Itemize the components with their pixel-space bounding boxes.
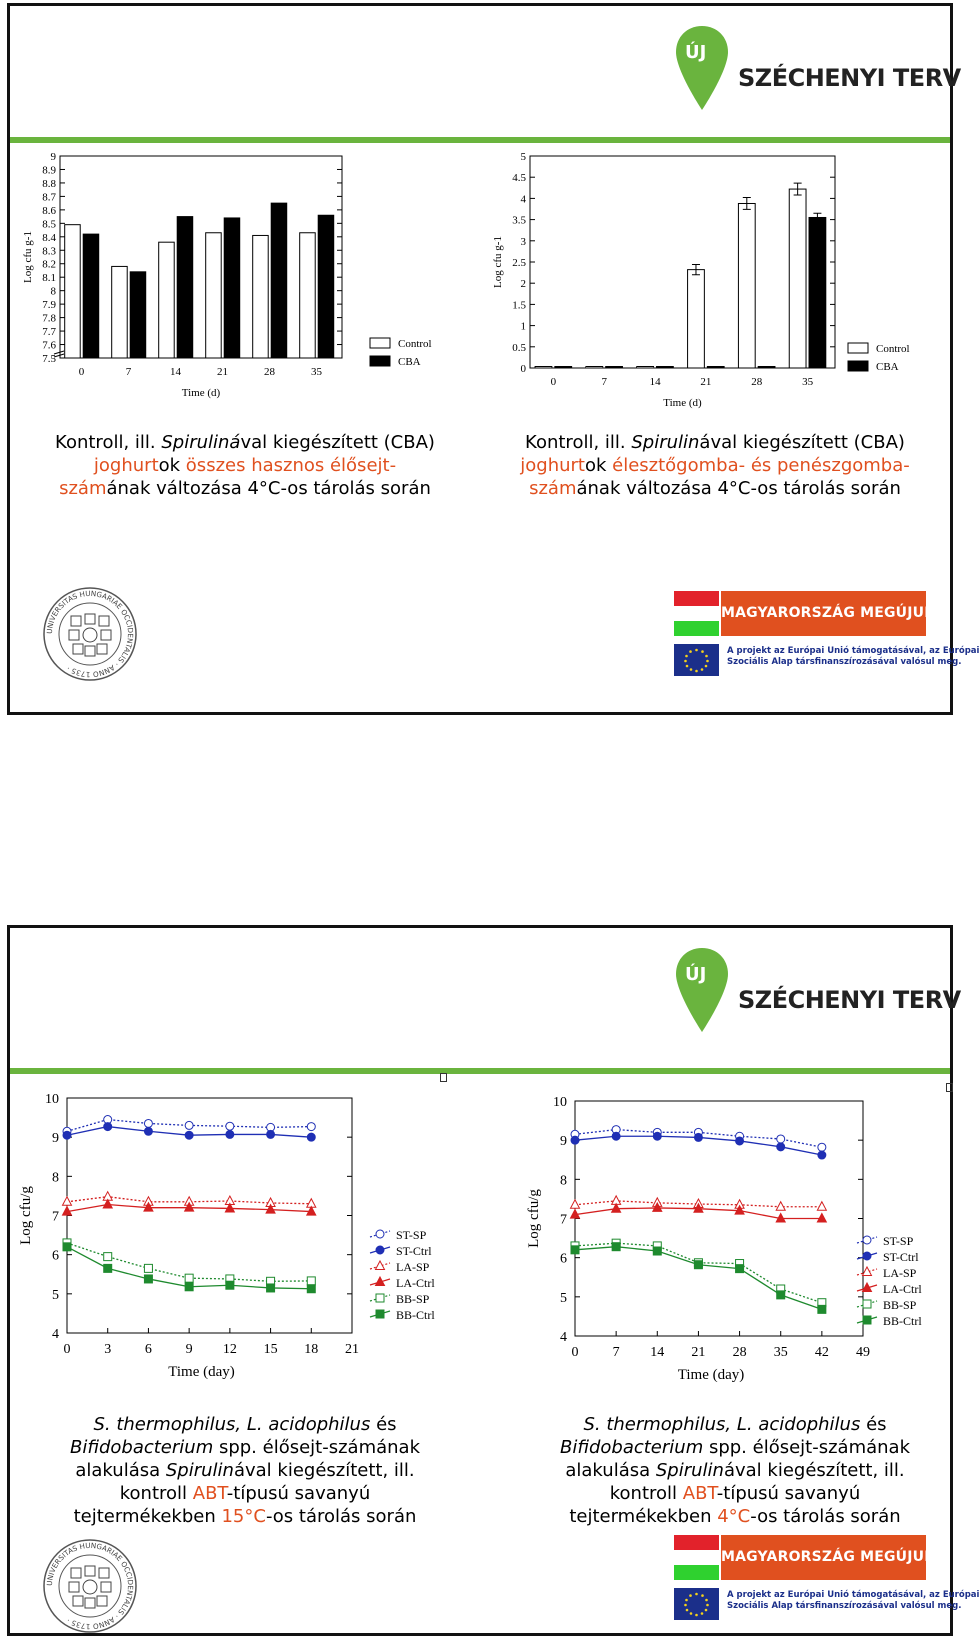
x-tick-label: 9	[185, 1342, 193, 1357]
point-marker	[612, 1243, 620, 1251]
point-marker	[612, 1204, 621, 1213]
point-marker	[736, 1137, 744, 1145]
x-tick-label: 3	[104, 1342, 112, 1357]
legend-label: BB-SP	[396, 1292, 430, 1306]
y-tick-label: 8	[52, 1170, 59, 1186]
eu-flag-icon	[674, 644, 719, 676]
y-tick-label: 7.5	[42, 353, 56, 365]
y-tick-label: 9	[560, 1134, 567, 1150]
y-tick-label: 0	[520, 363, 526, 375]
header-green-rule	[10, 1068, 950, 1074]
x-tick-label: 0	[571, 1345, 579, 1360]
legend-swatch	[370, 338, 390, 348]
point-marker	[863, 1300, 871, 1308]
point-marker	[63, 1131, 71, 1139]
point-marker	[612, 1132, 620, 1140]
point-marker	[376, 1230, 384, 1238]
y-tick-label: 1	[520, 320, 526, 333]
bar-cba	[809, 217, 826, 368]
svg-text:UNIVERSITAS HUNGARIAE OCCIDENT: UNIVERSITAS HUNGARIAE OCCIDENTALIS · ANNO 1735 ·	[44, 588, 136, 680]
y-tick-label: 8.9	[42, 164, 56, 177]
y-tick-label: 6	[560, 1251, 567, 1267]
x-axis-label: Time (d)	[181, 387, 221, 399]
x-tick-label: 12	[222, 1342, 237, 1357]
y-tick-label: 8.8	[42, 177, 56, 190]
y-tick-label: 7.8	[42, 312, 56, 325]
point-marker	[307, 1133, 315, 1141]
y-tick-label: 4	[560, 1330, 567, 1345]
y-tick-label: 8.7	[42, 191, 56, 204]
x-tick-label: 6	[144, 1342, 152, 1357]
legend-label: Control	[398, 338, 432, 350]
y-tick-label: 8.4	[42, 231, 56, 244]
x-tick-label: 35	[773, 1345, 788, 1360]
y-tick-label: 10	[45, 1092, 59, 1107]
point-marker	[307, 1123, 315, 1131]
y-tick-label: 8.3	[42, 245, 56, 258]
x-tick-label: 14	[170, 366, 181, 378]
x-tick-label: 18	[304, 1342, 319, 1357]
legend-label: ST-Ctrl	[396, 1244, 432, 1258]
bar-cba	[83, 234, 99, 358]
university-seal-icon	[42, 586, 138, 682]
point-marker	[777, 1143, 785, 1151]
svg-text:UNIVERSITAS HUNGARIAE OCCIDENT: UNIVERSITAS HUNGARIAE OCCIDENTALIS · ANNO 1735 ·	[44, 1540, 136, 1632]
bar-control	[586, 367, 603, 369]
eu-flag-icon	[674, 1588, 719, 1620]
university-seal-icon	[42, 1538, 138, 1634]
y-tick-label: 4	[520, 193, 526, 206]
caption-yeast-mould-count: Kontroll, ill. Spirulinával kiegészített (CBA) joghurtok élesztőgomba- és penészgomba- számának változása 4°C-os tárolás során	[520, 432, 910, 499]
x-tick-label: 14	[650, 1345, 665, 1360]
point-marker	[307, 1285, 315, 1293]
y-tick-label: 10	[553, 1095, 567, 1110]
magyarorszag-megujul-banner: MAGYARORSZÁG MEGÚJUL	[721, 591, 926, 636]
bar-cba	[758, 367, 775, 369]
y-axis-label: Log cfu g-1	[22, 231, 34, 283]
legend-label: LA-Ctrl	[883, 1282, 922, 1296]
bar-control	[637, 367, 654, 369]
y-tick-label: 7.9	[42, 299, 56, 312]
magyarorszag-megujul-banner: MAGYARORSZÁG MEGÚJUL	[721, 1535, 926, 1580]
header-green-rule	[10, 137, 950, 143]
x-tick-label: 21	[345, 1342, 359, 1357]
chart-abt-15c	[12, 1080, 452, 1380]
y-tick-label: 8.5	[42, 218, 56, 231]
y-tick-label: 7.7	[42, 326, 56, 339]
bar-control	[206, 233, 222, 358]
x-tick-label: 0	[63, 1342, 71, 1357]
x-tick-label: 28	[264, 366, 275, 378]
point-marker	[185, 1121, 193, 1129]
y-tick-label: 0.5	[512, 341, 526, 354]
point-marker	[226, 1122, 234, 1130]
legend-swatch	[848, 343, 868, 353]
bar-control	[300, 233, 316, 358]
legend-label: ST-Ctrl	[883, 1250, 919, 1264]
point-marker	[103, 1200, 112, 1209]
bar-cba	[555, 367, 572, 369]
bar-control	[65, 225, 81, 358]
map-pin-icon	[676, 26, 728, 110]
bar-cba	[707, 367, 724, 369]
bar-cba	[130, 272, 146, 358]
bar-cba	[318, 215, 334, 358]
legend-label: BB-Ctrl	[396, 1308, 435, 1322]
point-marker	[185, 1283, 193, 1291]
point-marker	[571, 1136, 579, 1144]
point-marker	[777, 1135, 785, 1143]
y-tick-label: 7	[52, 1209, 59, 1225]
y-tick-label: 5	[560, 1290, 567, 1306]
x-axis-label: Time (day)	[168, 1364, 235, 1380]
legend-label: Control	[876, 343, 910, 355]
point-marker	[144, 1119, 152, 1127]
y-tick-label: 8	[50, 285, 56, 298]
point-marker	[863, 1316, 871, 1324]
x-tick-label: 35	[802, 376, 814, 388]
point-marker	[863, 1236, 871, 1244]
legend-label: ST-SP	[396, 1228, 427, 1242]
bar-control	[159, 242, 175, 358]
series-line-bb-ctrl	[575, 1247, 822, 1310]
point-marker	[818, 1305, 826, 1313]
legend-label: LA-SP	[396, 1260, 430, 1274]
point-marker	[104, 1264, 112, 1272]
point-marker	[777, 1291, 785, 1299]
bar-control	[688, 270, 705, 368]
y-tick-label: 5	[520, 151, 526, 163]
y-tick-label: 8	[560, 1173, 567, 1189]
point-marker	[376, 1246, 384, 1254]
chart-abt-4c	[525, 1083, 953, 1383]
point-marker	[144, 1264, 152, 1272]
bar-control	[253, 235, 269, 358]
y-tick-label: 4.5	[512, 172, 526, 185]
point-marker	[863, 1252, 871, 1260]
point-marker	[63, 1197, 72, 1206]
legend-label: LA-SP	[883, 1266, 917, 1280]
point-marker	[818, 1143, 826, 1151]
x-tick-label: 49	[856, 1345, 870, 1360]
legend-label: CBA	[876, 361, 899, 373]
y-tick-label: 1.5	[512, 299, 526, 312]
legend-label: BB-Ctrl	[883, 1314, 922, 1328]
y-tick-label: 2	[520, 278, 526, 291]
point-marker	[104, 1123, 112, 1131]
point-marker	[376, 1294, 384, 1302]
y-tick-label: 4	[52, 1327, 59, 1342]
point-marker	[226, 1281, 234, 1289]
x-axis-label: Time (day)	[677, 1367, 745, 1383]
x-tick-label: 7	[601, 376, 607, 388]
y-tick-label: 8.2	[42, 258, 56, 271]
y-tick-label: 5	[52, 1287, 59, 1303]
hungarian-flag-icon	[674, 1535, 719, 1580]
legend-label: ST-SP	[883, 1234, 914, 1248]
x-axis-label: Time (d)	[663, 397, 702, 409]
legend-label: LA-Ctrl	[396, 1276, 435, 1290]
y-tick-label: 7.6	[42, 339, 56, 352]
caption-total-viable-count: Kontroll, ill. Spirulinával kiegészített (CBA) joghurtok összes hasznos élősejt- számának változása 4°C-os tárolás során	[55, 432, 435, 499]
y-tick-label: 9	[52, 1131, 59, 1147]
y-tick-label: 8.1	[42, 272, 56, 285]
map-pin-icon	[676, 948, 728, 1032]
y-tick-label: 9	[50, 151, 56, 163]
bar-control	[738, 203, 755, 368]
x-tick-label: 7	[612, 1345, 620, 1360]
eu-funding-note: A projekt az Európai Unió támogatásával, az Európai Szociális Alap társfinanszírozásával valósul meg.	[727, 1590, 979, 1611]
logo-wordmark: SZÉCHENYI TERV	[738, 64, 961, 92]
bar-cba	[657, 367, 674, 369]
point-marker	[376, 1310, 384, 1318]
x-tick-label: 15	[263, 1342, 278, 1357]
y-tick-label: 3.5	[512, 214, 526, 227]
x-tick-label: 21	[691, 1345, 706, 1360]
x-tick-label: 21	[700, 376, 712, 388]
x-tick-label: 0	[550, 376, 557, 388]
legend-label: BB-SP	[883, 1298, 917, 1312]
point-marker	[694, 1261, 702, 1269]
axis-break-mark	[54, 351, 64, 357]
x-tick-label: 42	[814, 1345, 829, 1360]
legend-swatch	[848, 361, 868, 371]
y-axis-label: Log cfu/g	[526, 1189, 542, 1248]
point-marker	[694, 1133, 702, 1141]
y-axis-label: Log cfu/g	[18, 1186, 34, 1245]
point-marker	[736, 1265, 744, 1273]
x-tick-label: 28	[732, 1345, 747, 1360]
y-tick-label: 2.5	[512, 257, 526, 269]
x-tick-label: 14	[649, 376, 661, 388]
chart-total-viable-count	[15, 152, 465, 414]
point-marker	[571, 1246, 579, 1254]
chart-yeast-mould-count	[485, 152, 950, 422]
caption-abt-15c: S. thermophilus, L. acidophilus és Bifidobacterium spp. élősejt-számának alakulása Spirulinával kiegészített, ill. kontroll ABT-típusú savanyú tejtermékekben 15°C-os tárolás során	[69, 1414, 421, 1527]
x-tick-label: 7	[125, 366, 132, 378]
bar-cba	[177, 217, 193, 358]
point-marker	[144, 1275, 152, 1283]
szechenyi-terv-logo	[676, 948, 961, 1048]
legend-label: CBA	[398, 356, 421, 368]
legend-swatch	[370, 356, 390, 366]
point-marker	[267, 1284, 275, 1292]
caption-abt-4c: S. thermophilus, L. acidophilus és Bifidobacterium spp. élősejt-számának alakulása Spirulinával kiegészített, ill. kontroll ABT-típusú savanyú tejtermékekben 4°C-os tárolás során	[559, 1414, 911, 1527]
y-tick-label: 8.6	[42, 204, 56, 217]
x-tick-label: 28	[751, 376, 763, 388]
point-marker	[818, 1151, 826, 1159]
point-marker	[817, 1202, 826, 1211]
point-marker	[104, 1253, 112, 1261]
point-marker	[653, 1247, 661, 1255]
point-marker	[653, 1132, 661, 1140]
x-tick-label: 21	[217, 366, 228, 378]
bar-cba	[224, 218, 240, 358]
bar-control	[789, 189, 806, 368]
hungarian-flag-icon	[674, 591, 719, 636]
point-marker	[63, 1243, 71, 1251]
point-marker	[185, 1274, 193, 1282]
point-marker	[144, 1127, 152, 1135]
logo-uj-text: ÚJ	[685, 42, 707, 63]
slide-2	[7, 925, 979, 1636]
bar-control	[112, 266, 128, 358]
point-marker	[307, 1277, 315, 1285]
y-axis-label: Log cfu g-1	[492, 236, 504, 288]
x-tick-label: 0	[78, 366, 85, 378]
bar-cba	[271, 203, 287, 358]
y-tick-label: 6	[52, 1248, 59, 1264]
slide-1	[7, 3, 979, 715]
point-marker	[226, 1130, 234, 1138]
logo-wordmark: SZÉCHENYI TERV	[738, 986, 961, 1014]
eu-funding-note: A projekt az Európai Unió támogatásával, az Európai Szociális Alap társfinanszírozásával valósul meg.	[727, 646, 979, 667]
point-marker	[185, 1131, 193, 1139]
y-tick-label: 3	[520, 235, 526, 248]
logo-uj-text: ÚJ	[685, 964, 707, 985]
y-tick-label: 7	[560, 1212, 567, 1228]
point-marker	[817, 1214, 826, 1223]
point-marker	[776, 1202, 785, 1211]
point-marker	[571, 1200, 580, 1209]
x-tick-label: 35	[311, 366, 322, 378]
bar-control	[535, 367, 552, 369]
szechenyi-terv-logo	[676, 26, 961, 126]
point-marker	[267, 1130, 275, 1138]
bar-cba	[606, 367, 623, 369]
